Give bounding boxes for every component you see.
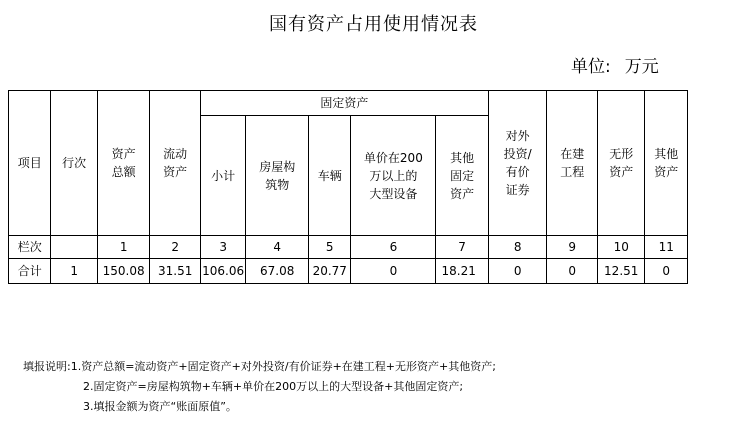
header-item: 项目 xyxy=(9,91,51,236)
header-large-equipment-line: 大型设备 xyxy=(369,186,418,201)
notes-prefix: 填报说明: xyxy=(23,360,71,373)
total-value-cell: 0 xyxy=(488,259,547,284)
unit-value: 万元 xyxy=(624,57,659,77)
unit-prefix: 单位: xyxy=(571,57,611,77)
header-investments-line: 对外 xyxy=(505,129,530,143)
column-index-cell: 2 xyxy=(150,236,201,259)
header-total-assets-line: 总额 xyxy=(111,165,136,179)
header-large-equipment-line: 单价在200 xyxy=(363,150,423,165)
total-value-cell: 12.51 xyxy=(597,259,644,284)
column-index-cell: 6 xyxy=(351,236,436,259)
filling-notes xyxy=(23,357,496,417)
header-other-fixed-line: 资产 xyxy=(450,186,475,201)
header-large-equipment-line: 万以上的 xyxy=(369,168,418,183)
header-construction xyxy=(547,91,598,236)
header-intangible-line: 无形 xyxy=(609,147,634,161)
total-value-cell: 31.51 xyxy=(150,259,201,284)
column-index-cell: 10 xyxy=(597,236,644,259)
total-value-cell: 0 xyxy=(645,259,688,284)
unit-label xyxy=(571,52,659,77)
header-intangible-line: 资产 xyxy=(609,165,634,179)
total-value-cell: 0 xyxy=(547,259,598,284)
header-large-equipment xyxy=(351,116,436,236)
header-other-assets-line: 资产 xyxy=(654,165,679,179)
header-other-fixed-line: 固定 xyxy=(450,168,475,183)
header-investments xyxy=(488,91,547,236)
header-current-assets xyxy=(150,91,201,236)
column-index-cell: 4 xyxy=(246,236,309,259)
header-total-assets xyxy=(97,91,150,236)
header-current-assets-line: 流动 xyxy=(163,147,188,161)
header-other-assets-line: 其他 xyxy=(654,147,679,161)
column-index-cell: 8 xyxy=(488,236,547,259)
header-vehicles: 车辆 xyxy=(309,116,351,236)
total-value-cell: 20.77 xyxy=(309,259,351,284)
asset-table xyxy=(8,90,688,284)
column-index-cell: 5 xyxy=(309,236,351,259)
header-investments-line: 投资/ xyxy=(503,147,532,161)
column-index-cell: 9 xyxy=(547,236,598,259)
header-buildings xyxy=(246,116,309,236)
report-title: 国有资产占用使用情况表 xyxy=(269,14,478,35)
note-line-3: 3.填报金额为资产“账面原值”。 xyxy=(83,400,237,413)
column-index-cell xyxy=(51,236,97,259)
header-construction-line: 工程 xyxy=(560,165,585,179)
header-other-fixed-line: 其他 xyxy=(450,150,475,165)
header-other-fixed xyxy=(436,116,489,236)
total-label: 合计 xyxy=(9,259,51,284)
column-index-cell: 7 xyxy=(436,236,489,259)
header-fixed-assets: 固定资产 xyxy=(200,91,488,116)
note-line-1 xyxy=(23,357,496,377)
column-index-label: 栏次 xyxy=(9,236,51,259)
column-index-row xyxy=(9,236,688,259)
header-row-no: 行次 xyxy=(51,91,97,236)
header-total-assets-line: 资产 xyxy=(111,147,136,161)
header-current-assets-line: 资产 xyxy=(163,165,188,179)
header-other-assets xyxy=(645,91,688,236)
column-index-cell: 1 xyxy=(97,236,150,259)
header-buildings-line: 筑物 xyxy=(265,177,290,192)
header-intangible xyxy=(597,91,644,236)
total-value-cell: 150.08 xyxy=(97,259,150,284)
total-row xyxy=(9,259,688,284)
note-line-2: 2.固定资产=房屋构筑物+车辆+单价在200万以上的大型设备+其他固定资产; xyxy=(83,380,464,393)
total-value-cell: 106.06 xyxy=(200,259,245,284)
total-row-no: 1 xyxy=(51,259,97,284)
header-investments-line: 有价 xyxy=(505,165,530,179)
total-value-cell: 18.21 xyxy=(436,259,489,284)
header-investments-line: 证券 xyxy=(505,183,530,197)
total-value-cell: 67.08 xyxy=(246,259,309,284)
column-index-cell: 11 xyxy=(645,236,688,259)
note-text: 1.资产总额=流动资产+固定资产+对外投资/有价证券+在建工程+无形资产+其他资产; xyxy=(70,360,496,373)
total-value-cell: 0 xyxy=(351,259,436,284)
header-construction-line: 在建 xyxy=(560,147,585,161)
header-subtotal: 小计 xyxy=(200,116,245,236)
column-index-cell: 3 xyxy=(200,236,245,259)
header-buildings-line: 房屋构 xyxy=(259,159,296,174)
